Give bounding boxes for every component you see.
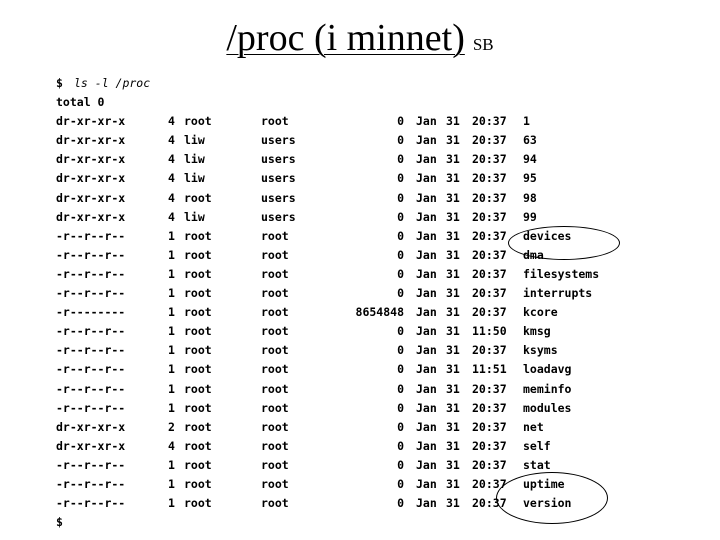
entry-owner: root xyxy=(184,419,212,434)
entry-links: 4 xyxy=(168,152,175,167)
entry-name: self xyxy=(523,438,551,453)
entry-size: 0 xyxy=(397,457,404,472)
listing-row xyxy=(56,112,646,131)
highlight-circle-devices xyxy=(508,226,620,260)
entry-size: 0 xyxy=(397,381,404,396)
entry-owner: liw xyxy=(184,152,205,167)
entry-perm: -r--r--r-- xyxy=(56,324,126,339)
entry-day: 31 xyxy=(446,438,460,453)
entry-day: 31 xyxy=(446,228,460,243)
total-text: total 0 xyxy=(56,95,105,110)
listing-row xyxy=(56,131,646,150)
entry-time: 11:50 xyxy=(472,324,507,339)
listing-row xyxy=(56,189,646,208)
entry-group: root xyxy=(261,362,289,377)
entry-perm: -r--r--r-- xyxy=(56,476,126,491)
highlight-circle-uptime xyxy=(496,472,608,524)
entry-group: users xyxy=(261,171,296,186)
entry-size: 0 xyxy=(397,324,404,339)
entry-name: meminfo xyxy=(523,381,572,396)
entry-day: 31 xyxy=(446,305,460,320)
entry-owner: root xyxy=(184,343,212,358)
entry-size: 0 xyxy=(397,286,404,301)
entry-name: modules xyxy=(523,400,572,415)
end-prompt: $ xyxy=(56,515,63,530)
listing-row xyxy=(56,169,646,188)
entry-time: 20:37 xyxy=(472,343,507,358)
entry-size: 0 xyxy=(397,496,404,511)
entry-group: root xyxy=(261,228,289,243)
entry-group: root xyxy=(261,438,289,453)
entry-month: Jan xyxy=(416,247,437,262)
entry-name: 1 xyxy=(523,114,530,129)
listing-row xyxy=(56,303,646,322)
title-main: /proc (i minnet) xyxy=(226,17,465,59)
entry-links: 1 xyxy=(168,343,175,358)
entry-name: interrupts xyxy=(523,286,593,301)
entry-time: 11:51 xyxy=(472,362,507,377)
entry-owner: root xyxy=(184,228,212,243)
entry-name: 94 xyxy=(523,152,537,167)
entry-group: users xyxy=(261,209,296,224)
entry-owner: root xyxy=(184,400,212,415)
entry-group: users xyxy=(261,190,296,205)
entry-owner: root xyxy=(184,266,212,281)
entry-perm: -r--r--r-- xyxy=(56,362,126,377)
entry-links: 4 xyxy=(168,114,175,129)
entry-day: 31 xyxy=(446,247,460,262)
entry-links: 1 xyxy=(168,476,175,491)
entry-time: 20:37 xyxy=(472,457,507,472)
entry-owner: root xyxy=(184,305,212,320)
entry-time: 20:37 xyxy=(472,496,507,511)
entry-time: 20:37 xyxy=(472,286,507,301)
entry-month: Jan xyxy=(416,400,437,415)
entry-group: root xyxy=(261,305,289,320)
entry-month: Jan xyxy=(416,343,437,358)
entry-month: Jan xyxy=(416,266,437,281)
entry-owner: liw xyxy=(184,171,205,186)
listing-row xyxy=(56,208,646,227)
entry-month: Jan xyxy=(416,457,437,472)
entry-links: 1 xyxy=(168,266,175,281)
entry-day: 31 xyxy=(446,419,460,434)
command-text: ls -l /proc xyxy=(74,76,151,90)
entry-links: 4 xyxy=(168,209,175,224)
entry-month: Jan xyxy=(416,114,437,129)
entry-day: 31 xyxy=(446,286,460,301)
entry-size: 0 xyxy=(397,171,404,186)
entry-links: 1 xyxy=(168,400,175,415)
entry-name: uptime xyxy=(523,476,565,491)
entry-month: Jan xyxy=(416,152,437,167)
entry-perm: dr-xr-xr-x xyxy=(56,114,126,129)
entry-size: 0 xyxy=(397,343,404,358)
entry-links: 4 xyxy=(168,190,175,205)
entry-links: 4 xyxy=(168,171,175,186)
entry-perm: dr-xr-xr-x xyxy=(56,133,126,148)
title-sub: SB xyxy=(472,35,494,54)
entry-group: root xyxy=(261,419,289,434)
entry-time: 20:37 xyxy=(472,419,507,434)
entry-time: 20:37 xyxy=(472,266,507,281)
entry-time: 20:37 xyxy=(472,247,507,262)
entry-links: 2 xyxy=(168,419,175,434)
entry-perm: -r--r--r-- xyxy=(56,457,126,472)
entry-name: 99 xyxy=(523,209,537,224)
entry-time: 20:37 xyxy=(472,171,507,186)
listing-row xyxy=(56,418,646,437)
entry-group: root xyxy=(261,286,289,301)
entry-name: kmsg xyxy=(523,324,551,339)
entry-month: Jan xyxy=(416,228,437,243)
entry-perm: dr-xr-xr-x xyxy=(56,171,126,186)
entry-owner: root xyxy=(184,362,212,377)
entry-perm: -r--r--r-- xyxy=(56,400,126,415)
entry-owner: liw xyxy=(184,133,205,148)
entry-name: stat xyxy=(523,457,551,472)
entry-size: 0 xyxy=(397,266,404,281)
entry-group: root xyxy=(261,324,289,339)
entry-time: 20:37 xyxy=(472,133,507,148)
entry-month: Jan xyxy=(416,209,437,224)
entry-month: Jan xyxy=(416,171,437,186)
entry-time: 20:37 xyxy=(472,152,507,167)
entry-owner: root xyxy=(184,286,212,301)
entry-day: 31 xyxy=(446,209,460,224)
entry-links: 1 xyxy=(168,324,175,339)
entry-name: version xyxy=(523,496,572,511)
entry-perm: -r--r--r-- xyxy=(56,496,126,511)
entry-group: root xyxy=(261,247,289,262)
listing-row xyxy=(56,341,646,360)
entry-perm: -r--r--r-- xyxy=(56,228,126,243)
entry-day: 31 xyxy=(446,362,460,377)
entry-size: 0 xyxy=(397,133,404,148)
entry-group: users xyxy=(261,152,296,167)
entry-name: 98 xyxy=(523,190,537,205)
entry-month: Jan xyxy=(416,496,437,511)
prompt-symbol: $ xyxy=(56,76,63,90)
entry-day: 31 xyxy=(446,496,460,511)
listing-row xyxy=(56,437,646,456)
terminal-listing xyxy=(56,74,646,532)
entry-owner: root xyxy=(184,247,212,262)
entry-name: kcore xyxy=(523,305,558,320)
entry-name: 63 xyxy=(523,133,537,148)
entry-perm: dr-xr-xr-x xyxy=(56,190,126,205)
entry-month: Jan xyxy=(416,190,437,205)
entry-group: root xyxy=(261,343,289,358)
entry-group: root xyxy=(261,381,289,396)
entry-name: dma xyxy=(523,247,544,262)
entry-size: 0 xyxy=(397,476,404,491)
entry-group: root xyxy=(261,400,289,415)
entry-links: 1 xyxy=(168,457,175,472)
entry-time: 20:37 xyxy=(472,305,507,320)
entry-month: Jan xyxy=(416,305,437,320)
entry-group: root xyxy=(261,266,289,281)
entry-perm: -r--r--r-- xyxy=(56,286,126,301)
entry-links: 1 xyxy=(168,305,175,320)
entry-month: Jan xyxy=(416,419,437,434)
entry-size: 0 xyxy=(397,114,404,129)
entry-day: 31 xyxy=(446,152,460,167)
entry-month: Jan xyxy=(416,324,437,339)
entry-perm: dr-xr-xr-x xyxy=(56,152,126,167)
entry-day: 31 xyxy=(446,324,460,339)
entry-owner: root xyxy=(184,190,212,205)
entry-name: loadavg xyxy=(523,362,572,377)
entry-name: 95 xyxy=(523,171,537,186)
listing-row xyxy=(56,380,646,399)
entry-group: root xyxy=(261,476,289,491)
command-line xyxy=(56,74,646,93)
entry-day: 31 xyxy=(446,457,460,472)
entry-size: 0 xyxy=(397,152,404,167)
entry-owner: liw xyxy=(184,209,205,224)
entry-size: 0 xyxy=(397,209,404,224)
listing-row xyxy=(56,322,646,341)
entry-size: 8654848 xyxy=(355,305,404,320)
slide-title xyxy=(0,16,720,60)
entry-size: 0 xyxy=(397,247,404,262)
entry-time: 20:37 xyxy=(472,190,507,205)
listing-row xyxy=(56,150,646,169)
entry-links: 1 xyxy=(168,362,175,377)
entry-perm: -r--r--r-- xyxy=(56,343,126,358)
listing-row xyxy=(56,265,646,284)
entry-owner: root xyxy=(184,114,212,129)
entry-size: 0 xyxy=(397,419,404,434)
entry-owner: root xyxy=(184,324,212,339)
entry-time: 20:37 xyxy=(472,476,507,491)
entry-size: 0 xyxy=(397,362,404,377)
entry-time: 20:37 xyxy=(472,209,507,224)
entry-group: root xyxy=(261,114,289,129)
entry-day: 31 xyxy=(446,171,460,186)
entry-owner: root xyxy=(184,476,212,491)
entry-owner: root xyxy=(184,381,212,396)
entry-perm: -r--r--r-- xyxy=(56,266,126,281)
entry-time: 20:37 xyxy=(472,438,507,453)
entry-perm: dr-xr-xr-x xyxy=(56,419,126,434)
entry-name: devices xyxy=(523,228,572,243)
entry-perm: -r--r--r-- xyxy=(56,247,126,262)
entry-month: Jan xyxy=(416,362,437,377)
entry-group: root xyxy=(261,496,289,511)
entry-perm: dr-xr-xr-x xyxy=(56,209,126,224)
entry-name: filesystems xyxy=(523,266,600,281)
entry-day: 31 xyxy=(446,476,460,491)
entry-time: 20:37 xyxy=(472,114,507,129)
entry-time: 20:37 xyxy=(472,228,507,243)
entry-links: 1 xyxy=(168,228,175,243)
entry-time: 20:37 xyxy=(472,400,507,415)
total-line xyxy=(56,93,646,112)
entry-month: Jan xyxy=(416,438,437,453)
entry-group: users xyxy=(261,133,296,148)
listing-row xyxy=(56,284,646,303)
entry-month: Jan xyxy=(416,286,437,301)
entry-owner: root xyxy=(184,438,212,453)
entry-owner: root xyxy=(184,496,212,511)
entry-perm: dr-xr-xr-x xyxy=(56,438,126,453)
entry-month: Jan xyxy=(416,133,437,148)
entry-day: 31 xyxy=(446,400,460,415)
listing-row xyxy=(56,399,646,418)
entry-time: 20:37 xyxy=(472,381,507,396)
entry-links: 1 xyxy=(168,381,175,396)
entry-day: 31 xyxy=(446,133,460,148)
entry-size: 0 xyxy=(397,438,404,453)
entry-size: 0 xyxy=(397,400,404,415)
entry-links: 1 xyxy=(168,286,175,301)
entry-links: 1 xyxy=(168,496,175,511)
entry-perm: -r--r--r-- xyxy=(56,381,126,396)
entry-links: 4 xyxy=(168,438,175,453)
entry-group: root xyxy=(261,457,289,472)
entry-day: 31 xyxy=(446,190,460,205)
entry-month: Jan xyxy=(416,381,437,396)
entry-perm: -r-------- xyxy=(56,305,126,320)
entry-owner: root xyxy=(184,457,212,472)
entry-day: 31 xyxy=(446,114,460,129)
entry-links: 1 xyxy=(168,247,175,262)
entry-day: 31 xyxy=(446,343,460,358)
listing-row xyxy=(56,360,646,379)
entry-size: 0 xyxy=(397,228,404,243)
entry-month: Jan xyxy=(416,476,437,491)
entry-name: net xyxy=(523,419,544,434)
entry-name: ksyms xyxy=(523,343,558,358)
entry-links: 4 xyxy=(168,133,175,148)
entry-size: 0 xyxy=(397,190,404,205)
entry-day: 31 xyxy=(446,381,460,396)
entry-day: 31 xyxy=(446,266,460,281)
